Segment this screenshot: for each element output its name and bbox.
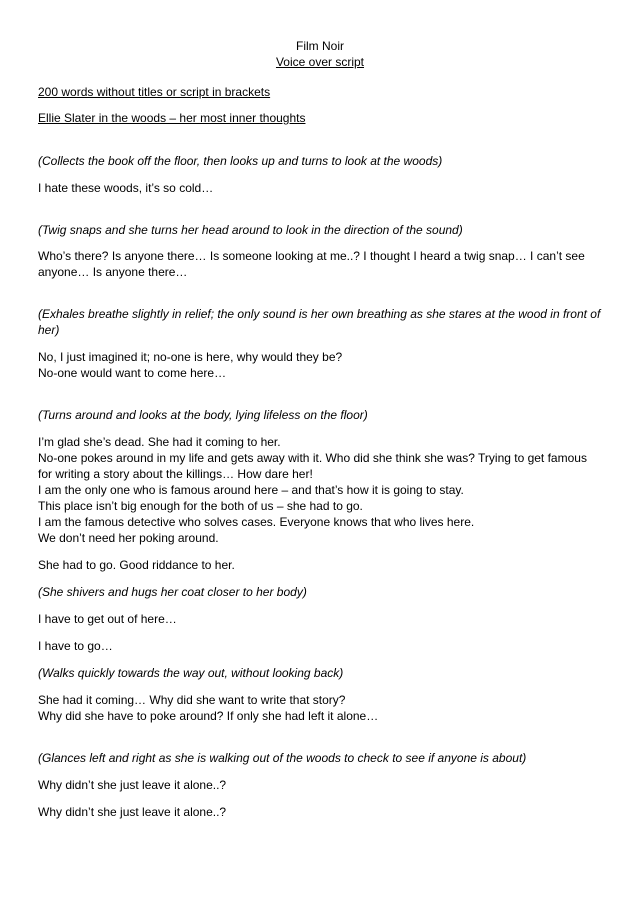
voice-line: No-one pokes around in my life and gets away with it. Who did she think she was? Trying to get famous for writing a story about the killings… How dare her! (38, 451, 587, 481)
script-page (38, 38, 602, 820)
word-limit-note: 200 words without titles or script in brackets (38, 85, 271, 99)
page-subtitle: Voice over script (275, 55, 365, 69)
voice-line: She had it coming… Why did she want to write that story? (38, 693, 346, 707)
voice-line: I have to go… (38, 639, 113, 653)
stage-direction: (Collects the book off the floor, then looks up and turns to look at the woods) (38, 154, 443, 168)
stage-direction: (She shivers and hugs her coat closer to her body) (38, 585, 307, 599)
stage-direction: (Walks quickly towards the way out, without looking back) (38, 666, 344, 680)
voice-line: I have to get out of here… (38, 612, 177, 626)
voice-line: Who’s there? Is anyone there… Is someone looking at me..? I thought I heard a twig snap… I can’t see anyone… Is anyone there… (38, 249, 585, 279)
stage-direction: (Glances left and right as she is walking out of the woods to check to see if anyone is about) (38, 751, 527, 765)
voice-line: I hate these woods, it’s so cold… (38, 181, 214, 195)
stage-direction: (Twig snaps and she turns her head around to look in the direction of the sound) (38, 223, 463, 237)
voice-line: No, I just imagined it; no-one is here, why would they be? (38, 350, 343, 364)
stage-direction: (Turns around and looks at the body, lying lifeless on the floor) (38, 408, 368, 422)
voice-line: No-one would want to come here… (38, 366, 227, 380)
scene-note: Ellie Slater in the woods – her most inner thoughts (38, 111, 306, 125)
voice-line: She had to go. Good riddance to her. (38, 558, 235, 572)
voice-line: I am the only one who is famous around here – and that’s how it is going to stay. (38, 483, 464, 497)
stage-direction: (Exhales breathe slightly in relief; the only sound is her own breathing as she stares at the wood in front of her) (38, 307, 601, 337)
voice-line: Why didn’t she just leave it alone..? (38, 778, 227, 792)
voice-line: Why did she have to poke around? If only she had left it alone… (38, 709, 379, 723)
voice-line: I am the famous detective who solves cases. Everyone knows that who lives here. (38, 515, 475, 529)
voice-line: We don’t need her poking around. (38, 531, 219, 545)
page-title: Film Noir (296, 39, 344, 53)
voice-line: Why didn’t she just leave it alone..? (38, 805, 227, 819)
voice-line: This place isn’t big enough for the both of us – she had to go. (38, 499, 363, 513)
voice-line: I’m glad she’s dead. She had it coming to her. (38, 435, 281, 449)
